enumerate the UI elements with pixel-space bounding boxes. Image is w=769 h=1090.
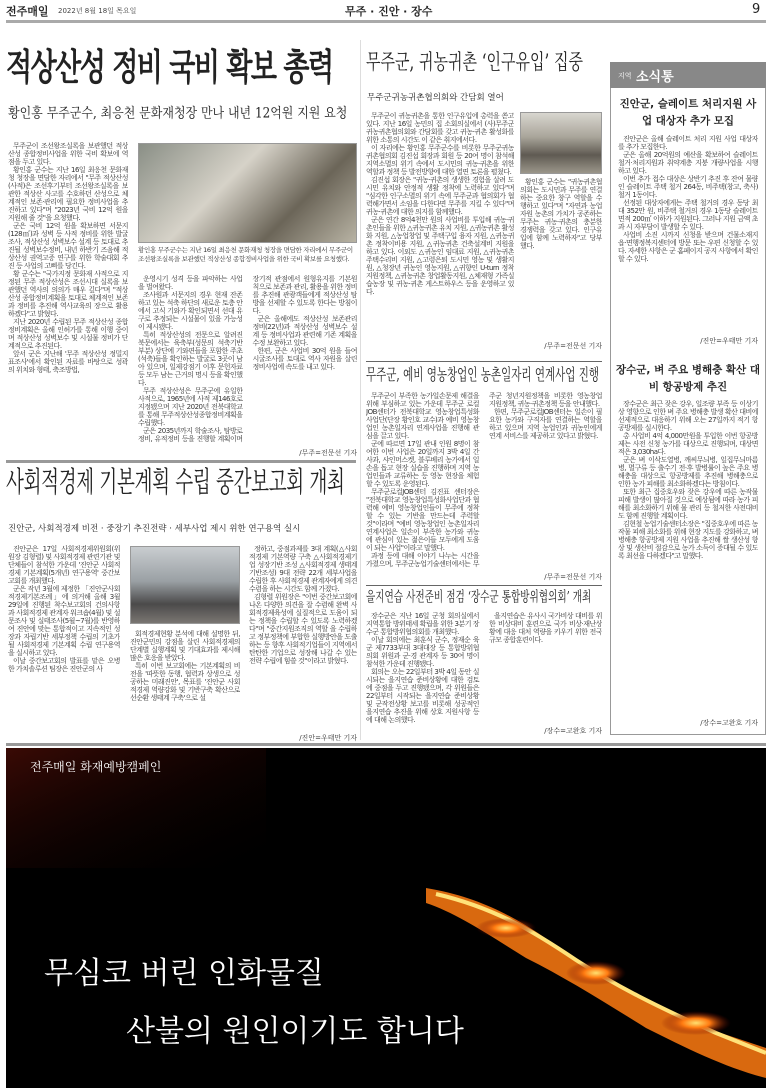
mid1-body-col1	[366, 112, 514, 357]
mid1-photo	[520, 112, 602, 174]
paragraph: 진안군은 17일 사회적경제위원회(위원장 김형렬) 및 사회적경제 관련기관 및 단체들이 참석한 가운데 '진안군 사회적경제 기본계획(5개년) 연구용역' 중간보고회를 개최했다.	[8, 545, 120, 585]
section-title: 무주 · 진안 · 장수	[345, 5, 433, 18]
sidebar-item-2-byline: /장수=고완호 기자	[700, 719, 758, 727]
lead-body-col23	[138, 275, 357, 447]
paragraph: 사업비 소진 시까지 신청을 받으며 건물소재지 읍·면행정복지센터에 방문 또는 우편 신청할 수 있다. 자세한 사항은 군 홈페이지 공지 사항에서 확인할 수 있다.	[618, 231, 758, 263]
mid2-byline: /무주=전문선 기자	[544, 573, 602, 581]
lead-body-col1	[8, 142, 128, 456]
paragraph: 무주군이 귀농귀촌을 통한 인구유입에 총력을 쏟고 있다. 지난 16일 농민의 집 소회의실에서 (사)무주군귀농귀촌협의회와 간담회를 갖고 귀농·귀촌 활성화를 위한 소통의 시간도 이 같은 취지에서다.	[366, 112, 514, 144]
paragraph: 무주 적상산성은 무주군에 유일한 사적으로, 1965년에 사적 제146호로 지정됐으며 지난 2020년 전북대학교를 통해 무주적상산성종합정비계획을 수립했다.	[138, 387, 243, 427]
mid3-body	[366, 612, 602, 724]
paragraph: 장수군은 지난 16일 군청 회의실에서 지역통합 방위태세 확립을 위한 3분기 장수군 통합방위협의회를 개최했다.	[366, 612, 479, 636]
header-divider	[6, 20, 766, 23]
paragraph: 이번 추가 접수 대상은 상반기 추진 후 잔여 물량인 슬레이트 주택 철거 264동, 비주택(창고, 축사) 철거 1동이다.	[618, 175, 758, 199]
paragraph: 군은 연간 8억4천만 원의 사업비를 투입해 귀농·귀촌인들을 위한 △귀농귀촌 유치 지원, △귀농귀촌 활성화 지원, △농업창업 및 주택구입 융자 지원, △귀농귀촌 정착이비용 지원, △귀농귀촌 건축설계비 지원을 하고 있다. 이외도 △귀농인 임대료 지원, △귀농귀촌 주택수리비 지원, △고령은퇴 도시민 영농 및 생활지원, △청장년 귀농인 영농지원, △귀향인 U-turn 정착 지원정책, △귀농귀촌 창업활동지원, △체재형 가족실습농장 및 귀농·귀촌 게스트하우스 등을 운영하고 있다.	[366, 216, 514, 296]
lead-byline: /무주=전문선 기자	[299, 449, 357, 457]
paragraph: 진안군은 올해 슬레이트 처리 지원 사업 대상자를 추가 모집한다.	[618, 135, 758, 151]
paragraph: 지난 2020년 수립된 무주 적상산성 종합정비계획은 올해 인허가를 통해 이행 중이며 적상산성 성벽보수 및 시설물 정비가 단계적으로 추진된다.	[8, 318, 128, 350]
social-photo	[130, 546, 240, 624]
paragraph: 을지연습은 유사시 국가비상 대비를 위한 비상대비 훈련으로 국가 비상·재난상황에 대응 대처 역량을 키우기 위한 전국 규모 종합훈련이다.	[489, 612, 602, 644]
paragraph: 장수군은 최근 잦은 강우, 일조량 부족 등 이상기상 영향으로 인한 벼 주요 병해충 발생 확산 대비에 선제적으로 대응하기 위해 오는 27일까지 적기 항공방제를 실시한다.	[618, 400, 758, 432]
paragraph: 군은 올해에도 적상산성 보존관리 정비(22년)과 적상산성 성벽보수 설계 등 정비사업과 관련해 기존 계획을 수정 보완하고 있다.	[252, 315, 357, 347]
paragraph: 이날 회의에는 최훈식 군수, 정재순 육군 제7733부대 3대대장 등 통합방위협의회 위원과 군·경 관계자 등 30여 명이 참석한 가운데 진행됐다.	[366, 636, 479, 668]
divider	[366, 585, 602, 586]
paragraph: 김진섭 회장은 "귀농·귀촌의 생생한 경험을 살려 도시민 유치와 안정적 생활 정착에 노력하고 있다"며 "심각한 인구소멸의 위기 속에 무주군과 협의회가 협력해가면서 소임을 다한다면 무주를 지킬 수 있다"며 귀농·귀촌에 대한 의지를 함께했다.	[366, 176, 514, 216]
column-divider	[360, 40, 361, 740]
paragraph: 무주군이 조선왕조실록을 보관했던 적상산성 종합정비사업을 위한 국비 확보에 역점을 두고 있다.	[8, 142, 128, 166]
paragraph: 무주군로컬JOB센터 김진표 센터장은 "전북대학교 영농창업특성화사업단과 협력해 예비 영농창업인들이 무주에 정착할 수 있는 기반을 만드는데 주력할 것"이라며 "예비 영농창업인 농촌일자리 연계사업은 일손이 부족한 농가와 귀농에 관심이 있는 젊은이들 모두에게 도움이 되는 사업"이라고 말했다.	[366, 488, 479, 552]
paragraph: 조사원과 서문지의 경우 현재 잔존하고 있는 석축 하단의 새로운 토층 안에서 고식 기와가 확인되면서 선대 유구로 추정되는 시설물이 있을 가능성이 제시됐다.	[138, 291, 243, 331]
paragraph: 운영시기 성격 등을 파악하는 사업을 벌여왔다.	[138, 275, 243, 291]
mid2-headline: 무주군, 예비 영농창업인 농촌일자리 연계사업 진행	[366, 366, 600, 385]
paragraph: 군은 2035년까지 학술조사, 탐방로 정비, 유적정비 등을 진행할 계획이며 장기적 관점에서 원형유지를 기본원칙으로 보존과 관리, 활용을 위한 정비를 추진해 관광객들에게 적상산성 탐방을 선제할 수 있도록 한다는 방침이다.	[138, 275, 357, 443]
mid1-subhead: 무주군귀농귀촌협의회와 간담회 열어	[367, 93, 504, 103]
mid1-body-col2	[520, 178, 602, 338]
paragraph: 회적경제현황 분석에 대해 설명한 뒤, 진안군민의 강점을 살린 사회적경제의 단계별 실행계획 및 기대효과를 제시해 많은 호응을 받았다.	[130, 630, 240, 662]
paragraph: 정하고, 중점과제를 3대 계획(△사회적경제 기본역량 구축 △사회적경제기업 성장기반 조성 △사회적경제 생태계기반조성) 9대 전략 22개 세부사업을 수립한 후 사회적경제 관계자에게 의견수렴을 하는 시간도 함께 가졌다.	[249, 545, 357, 593]
paragraph: 특히 적상산성의 전문으로 알려진 북문에서는 육축부(성문의 석축기반 부분) 상단에 기와편들을 포함한 주초(석축)들을 확인하는 발굴로 3곳이 남아 있으며, 일제강점기 이후 문헌자료 등 모두 남는 근거의 명시 등을 확인했다.	[138, 331, 243, 387]
sidebar-header	[610, 62, 766, 88]
paragraph: 선정된 대상자에게는 주택 철거의 경우 동당 최대 352만 원, 비주택 철거의 경우 1동당 슬레이트 면적 200㎡ 이하가 지원된다. 그러나 지원 금액 초과 시 자부담이 발생할 수 있다.	[618, 199, 758, 231]
paragraph: 또한 최근 집중호우와 잦은 강우에 따른 농작물 피해 발생이 많아질 것으로 예상됨에 따라 농가 피해를 최소화하기 위해 물 관리 등 철저한 사전대비도 함께 진행할 계획이다.	[618, 488, 758, 520]
divider	[366, 361, 602, 362]
mid3-headline: 을지연습 사전준비 점검 ‘장수군 통합방위협의회’ 개최	[366, 589, 592, 606]
lead-photo-caption: 황인홍 무주군수는 지난 16일 최응천 문화재청 청장을 면담한 자리에서 무주군이 조선왕조실록을 보관했던 적상산성 종합정비사업을 위한 국비 확보를 요청했다.	[138, 246, 353, 263]
paragraph: 군은 벼 이삭도열병, 깨씨무늬병, 잎집무늬마름병, 멸구류 등 출수기 전·후 발병률이 높은 주요 병해충을 대상으로 항공방제를 추진해 병해충으로 인한 농가 피해를 최소화하겠다는 방침이다.	[618, 456, 758, 488]
sidebar-title: 소식통	[636, 70, 674, 85]
social-body-col1	[8, 545, 120, 737]
paragraph: 군에 따르면 17일 관내 인원 8명이 참여한 이번 사업은 20일까지 3박 4일 간 사과, 샤인머스켓, 블루베리 농가에서 일손을 돕고 현장 실습을 진행하며 지역 농업인들과 교류하는 등 영농 현장을 체험할 수 있도록 운영된다.	[366, 440, 479, 488]
paragraph: 군은 작년 3월에 제정한 「진안군사회적경제기본조례」에 의거해 올해 3월 29일에 진행된 착수보고회의 건의사항과 사회적경제 관계자 워크숍(4월) 및 설문조사 및 실태조사(5월~7월)를 반영하여 진안에 맞는 통합적이고 지속적인 성장과 자립기반 세부정책 수립의 기초가 될 사회적경제 기본계획 수립 연구용역을 실시하고 있다.	[8, 585, 120, 657]
sidebar-item-1-byline: /진안=우태만 기자	[700, 337, 758, 345]
lead-headline: 적상산성 정비 국비 확보 총력	[6, 47, 333, 90]
social-headline: 사회적경제 기본계획 수립 중간보고회 개최	[6, 466, 345, 500]
social-body-col2	[130, 630, 240, 738]
paragraph: 한편, 무주군로컬JOB센터는 일손이 필요한 농가와 구직자를 연결하는 역할을 하고 있으며 지역 농업인과 귀농인에게 연계 서비스를 제공하고 있다고 밝혔다.	[489, 408, 602, 440]
paragraph: 회의는 오는 22일부터 3박 4일 동안 실시되는 을지연습 준비상황에 대한 검토에 중점을 두고 진행됐으며, 각 위원들은 22일부터 시작되는 을지연습 준비상황 및 군작전상황 보고를 비롯해 성공적인 을지연습 추진을 위해 상호 지원사항 등에 대해 논의했다.	[366, 668, 479, 724]
paragraph: 김형렬 위원장은 "이번 중간보고회에 나온 다양한 의견을 잘 수렴해 완벽 사회적경제육성에 실질적으로 도움이 되는 정책을 수립할 수 있도록 노력하겠다"며 "중간지원조직의 역할 을 수립하고 정부정책에 부합한 실행방안을 도출하는 등 향후 사회적기업들이 지역에서 탄탄한 기업으로 성장해 나갈 수 있는 전략 수립에 힘쓸 것"이라고 밝혔다.	[249, 593, 357, 665]
ad-line-2: 산불의 원인이기도 합니다	[126, 1014, 464, 1049]
sidebar-item-2-headline: 장수군, 벼 주요 병해충 확산 대비 항공방제 추진	[616, 364, 760, 393]
mid3-byline: /장수=고완호 기자	[544, 727, 602, 735]
newspaper-logo: 전주매일	[6, 5, 49, 18]
lead-photo	[138, 143, 357, 243]
sidebar-tag: 지역	[618, 72, 632, 80]
paragraph: 특히 이번 보고회에는 기본계획의 비전을 '따뜻한 동행, 협력과 상생으로 성공하는 미래진안', 목표를 '진안군 사회적경제 역량강화 및 기반구축 확산으로 선순환 생태계 구축'으로 설	[130, 662, 240, 702]
social-byline: /진안=우태만 기자	[299, 734, 357, 742]
paragraph: 황인홍 군수는 지난 16일 최응천 문화재청 청장을 면담한 자리에서 "무주 적상산성(사적)은 조선후기부터 조선왕조실록을 보관한 적상산 사고를 수호하던 산성으로 체계적인 보존·관리에 필요한 정비사업을 추진하고 있다"며 "2023년 국비 12억 원을 지원해 줄 것"을 요청했다.	[8, 166, 128, 222]
mid2-body	[366, 392, 602, 571]
sidebar-item-2-body	[618, 400, 758, 715]
paragraph: 이날 중간보고회의 발표를 맡은 오병한 가치솔루션 팀장은 진안군의 사	[8, 657, 120, 673]
paragraph: 군은 국비 12억 원을 확보하면 서문지(128㎡)과 성벽 등 사적 정비를 위한 발굴조사, 적상산성 성벽보수 설계 등 토대로 추진될 성벽보수정비, 내년 하반기 즈음해 적상산성 권역고증 연구를 위한 학술대회 추진 등 사업의 고삐를 당긴다.	[8, 222, 128, 270]
paragraph: 군은 올해 20억원의 예산을 확보하여 슬레이트 철거·처리지원과 취약계층 지붕 개량사업을 시행하고 있다.	[618, 151, 758, 175]
issue-date: 2022년 8월 18일 목요일	[58, 7, 137, 15]
paragraph: 앞서 군은 지난해 '무주 적상산성 정밀지표조사'에서 확인된 자료를 바탕으로 성곽의 위치와 형태, 축조방법,	[8, 350, 128, 374]
social-body-col3	[249, 545, 357, 733]
divider	[6, 743, 766, 746]
mid1-byline: /무주=전문선 기자	[544, 342, 602, 350]
paragraph: 무주군이 부족한 농가일손문제 해결을 위해 부심하고 있는 가운데 무주군 로컬JOB센터가 전북대학교 영농창업특성화사업단(단장 황인호 교수)과 예비 영농창업인 농촌일자리 연계사업을 진행해 관심을 끌고 있다.	[366, 392, 479, 440]
ad-line-1: 무심코 버린 인화물질	[44, 956, 324, 991]
paragraph: 이 자리에는 황인홍 무주군수를 비롯한 무주군귀농귀촌협의회 김진섭 회장과 회원 등 20여 명이 참석해 지역소멸의 위기 속에서 도시민의 귀농·귀촌을 위한 역할과 정책 등 발전방향에 대한 열띤 토론을 펼쳤다.	[366, 144, 514, 176]
mid1-headline: 무주군, 귀농귀촌 ‘인구유입’ 집중	[366, 49, 583, 75]
paragraph: 황인홍 군수는 "귀농귀촌협의회는 도시민과 무주를 연결하는 중요한 창구 역할을 수행하고 있다"며 "자연과 농업자원 농촌의 가치가 공존하는 무주는 귀농·귀촌의 충분한 경쟁력을 갖고 있다. 인구유입에 함께 노력하자"고 당부했다.	[520, 178, 602, 250]
page-number: 9	[752, 2, 761, 17]
fire-prevention-ad	[6, 748, 766, 1088]
paragraph: 황 군수는 "국가지정 문화재 사적으로 지정된 무주 적상산성은 조선시대 실록을 보관했던 역사의 의의가 매우 깊다"며 "적상산성 종합정비계획을 토대로 체계적인 보존과 정비를 추진해 역사교육의 장으로 활용 하겠다"고 밝혔다.	[8, 270, 128, 318]
paragraph: 총 사업비 4억 4,000만원을 투입한 이번 항공방제는 사전 신청 농가를 대상으로 진행되며, 대상면적은 3,030ha다.	[618, 432, 758, 456]
paragraph: 과정 등에 대해 이야기 나누는 시간을 가졌으며, 무주군농업기술센터에서는 무주군 청년지원정책을 비롯한 영농창업 지원정책, 귀농·귀촌정책 등을 안내했다.	[366, 392, 602, 568]
paragraph: 김현철 농업기술센터소장은 "집중호우에 따른 농작물 피해 최소화를 위해 현장 지도를 강화하고, 벼 병해충 항공방제 지원 사업을 추진해 쌀 생산성 향상 및 생산비 절감으로 농가 소득이 증대될 수 있도록 최선을 다하겠다"고 말했다.	[618, 520, 758, 560]
sidebar-item-1-headline: 진안군, 슬레이트 처리지원 사업 대상자 추가 모집	[619, 98, 757, 127]
ad-label: 전주매일 화재예방캠페인	[30, 760, 162, 774]
social-subhead: 진안군, 사회적경제 비전 · 중장기 추진전략 · 세부사업 제시 위한 연구용역 실시	[8, 524, 301, 534]
paragraph: 한편, 군은 사업비 30억 원을 들여 시굴조사를 토대로 역사 자원을 살린 정비사업에 속도를 내고 있다.	[252, 347, 357, 371]
divider	[6, 460, 356, 463]
sidebar-item-1-body	[618, 135, 758, 335]
lead-subhead: 황인홍 무주군수, 최응천 문화재청장 만나 내년 12억원 지원 요청	[8, 104, 348, 121]
